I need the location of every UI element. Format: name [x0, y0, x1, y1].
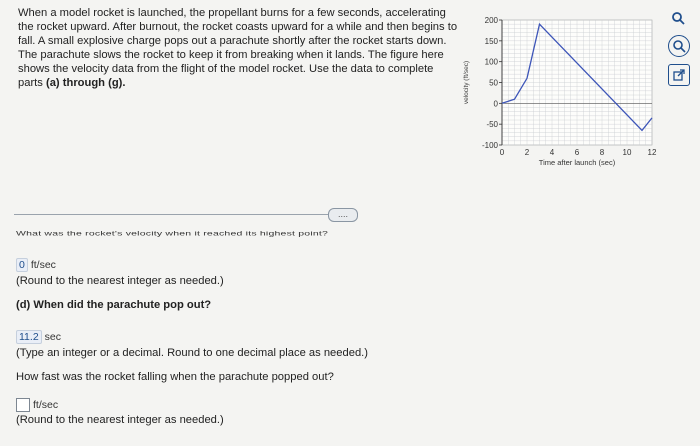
part-c-answer-input[interactable]: 0 — [16, 258, 28, 272]
y-tick-label: 150 — [484, 36, 498, 46]
external-link-icon[interactable] — [668, 64, 690, 86]
y-axis-label: velocity (ft/sec) — [463, 60, 470, 105]
part-e-unit: ft/sec — [33, 398, 59, 411]
intro-parts: (a) through (g). — [45, 77, 126, 89]
velocity-chart-svg — [462, 12, 662, 172]
part-d-answer-row — [16, 330, 61, 344]
velocity-chart — [462, 12, 662, 172]
x-tick-label: 6 — [574, 148, 580, 157]
part-d-question: (d) When did the parachute pop out? — [16, 299, 212, 311]
x-tick-label: 2 — [524, 148, 530, 157]
x-axis-label: Time after launch (sec) — [538, 158, 616, 167]
y-tick-label: -50 — [486, 120, 498, 130]
part-e-hint: (Round to the nearest integer as needed.) — [16, 414, 224, 426]
x-tick-label: 8 — [599, 148, 605, 157]
part-e-answer-row — [16, 398, 58, 412]
x-tick-label: 0 — [499, 148, 505, 157]
x-tick-label: 12 — [647, 148, 657, 157]
part-e-question: How fast was the rocket falling when the parachute popped out? — [16, 371, 334, 383]
part-c-answer-row — [16, 258, 56, 272]
y-tick-label: -100 — [481, 141, 498, 150]
problem-intro — [18, 6, 458, 90]
chart-toolbar — [668, 8, 694, 93]
expand-button[interactable]: .... — [328, 208, 358, 222]
intro-text: When a model rocket is launched, the propellant burns for a few seconds, accelerating the rocket upward. After burnout, the rocket coasts upward for a while and then begins to fall. A small explosive charge pops out a parachute shortly after the rocket starts down. The parachute slows the rocket to keep it from breaking when it lands. The figure here shows the velocity data from the flight of the model rocket. Use the data to complete parts — [18, 7, 458, 89]
x-tick-label: 10 — [622, 148, 632, 157]
part-c-hint: (Round to the nearest integer as needed.) — [16, 275, 224, 287]
part-d-hint: (Type an integer or a decimal. Round to one decimal place as needed.) — [16, 347, 368, 359]
zoom-icon[interactable] — [668, 35, 690, 57]
y-tick-label: 0 — [493, 99, 498, 109]
part-d-answer-input[interactable]: 11.2 — [16, 330, 42, 344]
y-tick-label: 50 — [489, 78, 498, 88]
part-c-unit: ft/sec — [30, 259, 56, 271]
search-icon[interactable] — [668, 8, 688, 28]
part-d-unit: sec — [44, 331, 62, 343]
section-divider — [14, 214, 330, 215]
part-e-answer-input[interactable] — [16, 398, 30, 412]
y-tick-label: 100 — [484, 57, 498, 67]
x-tick-label: 4 — [549, 148, 555, 157]
y-tick-label: 200 — [484, 16, 498, 25]
partial-question-text: What was the rocket's velocity when it reached its highest point? — [16, 230, 329, 238]
